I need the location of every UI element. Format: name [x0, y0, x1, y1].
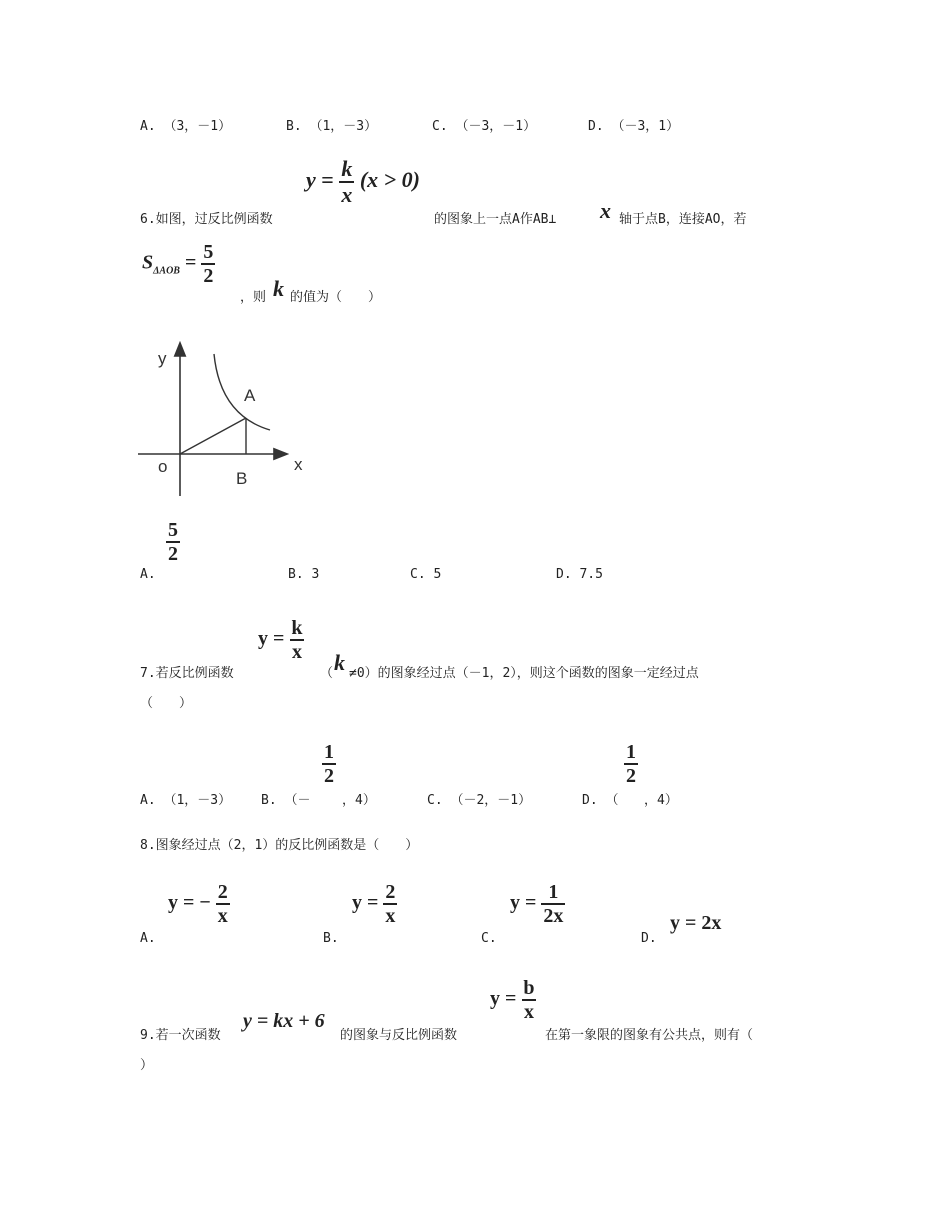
q6-line2-end: 的值为（ ） [290, 290, 382, 305]
q5-option-c: C. （－3，－1） [432, 119, 537, 134]
q6-figure-curve [214, 354, 270, 430]
q6-figure-b-label: B [236, 469, 248, 488]
q9-formula-denominator: x [523, 1001, 534, 1023]
q8-option-b-denominator: x [385, 905, 396, 927]
q5-option-a: A. （3，－1） [140, 119, 232, 134]
q6-formula-numerator: k [341, 156, 353, 181]
q6-formula-condition: (x > 0) [359, 167, 421, 193]
q8-option-d-label: D. [641, 931, 657, 946]
q9-formula-y: y [490, 987, 500, 1010]
q6-formula-denominator: x [341, 182, 353, 207]
q6-figure-o-label: o [158, 457, 168, 476]
q9-stem-line2: ） [140, 1058, 154, 1073]
q6-area-eq: = [184, 251, 197, 274]
q8-option-b-label: B. [323, 931, 339, 946]
q9-formula-numerator: b [523, 977, 535, 999]
q7-stem-line2: （ ） [140, 696, 193, 711]
q5-option-d: D. （－3，1） [588, 119, 680, 134]
q7-formula [258, 618, 305, 662]
q8-option-a-formula [168, 882, 230, 926]
q7-option-d-post: ，4） [644, 793, 678, 808]
q7-paren-open: （ [320, 666, 334, 681]
q6-option-a-fraction [166, 520, 180, 564]
q6-option-a-label: A. [140, 567, 156, 582]
q7-var-k: k [334, 650, 345, 675]
q6-formula-y: y [306, 167, 316, 193]
q8-option-c-denominator: 2x [543, 905, 564, 927]
q6-area-s: S [142, 251, 154, 274]
q8-option-b-numerator: 2 [385, 881, 396, 903]
q6-area-numerator: 5 [203, 241, 214, 263]
q6-area-fraction [201, 242, 215, 286]
q8-option-a-label: A. [140, 931, 156, 946]
q7-option-d-denominator: 2 [626, 765, 636, 787]
q8-option-c-formula [510, 882, 565, 926]
q8-option-b-lhs: y = [352, 891, 379, 914]
q6-option-c: C. 5 [410, 567, 442, 582]
q8-option-d-formula: y = 2x [670, 912, 722, 934]
q6-option-b: B. 3 [288, 567, 320, 582]
q6-option-a-numerator: 5 [168, 519, 178, 541]
q9-stem-middle: 的图象与反比例函数 [340, 1028, 458, 1043]
q7-option-c: C. （－2，－1） [427, 793, 532, 808]
q7-option-b-post: ，4） [342, 793, 376, 808]
q6-stem-prefix: 6.如图，过反比例函数 [140, 212, 273, 227]
q6-option-a-denominator: 2 [168, 543, 178, 565]
q8-option-a-denominator: x [217, 905, 228, 927]
q7-formula-numerator: k [291, 617, 303, 639]
q9-reciprocal-formula [490, 978, 537, 1022]
q9-stem-suffix: 在第一象限的图象有公共点，则有（ [545, 1028, 754, 1043]
q8-option-c-numerator: 1 [548, 881, 559, 903]
q7-option-b-numerator: 1 [324, 741, 334, 763]
q7-option-d-numerator: 1 [626, 741, 636, 763]
q6-stem-suffix: 轴于点B，连接AO，若 [619, 212, 747, 227]
q6-area-denominator: 2 [203, 265, 214, 287]
q6-option-d: D. 7.5 [556, 567, 603, 582]
q7-option-b-fraction [322, 742, 336, 786]
q7-option-b-denominator: 2 [324, 765, 334, 787]
q8-stem: 8.图象经过点（2，1）的反比例函数是（ ） [140, 838, 419, 853]
q8-option-a-numerator: 2 [217, 881, 228, 903]
q8-option-b-formula [352, 882, 397, 926]
q6-figure-x-label: x [294, 455, 303, 474]
q7-option-a: A. （1，－3） [140, 793, 232, 808]
q6-figure-segment-ao [180, 418, 246, 454]
q7-stem-prefix: 7.若反比例函数 [140, 666, 234, 681]
q6-figure [136, 336, 316, 502]
q7-stem-rest: ≠0）的图象经过点（－1，2），则这个函数的图象一定经过点 [349, 666, 699, 681]
q7-formula-eq: = [273, 627, 285, 650]
q7-formula-fraction [289, 618, 304, 662]
q9-linear-formula: y = kx + 6 [243, 1010, 325, 1032]
q6-formula [306, 158, 420, 206]
q7-formula-denominator: x [291, 641, 302, 663]
q6-var-x: x [600, 198, 611, 223]
q5-option-b: B. （1，－3） [286, 119, 378, 134]
q9-stem-prefix: 9.若一次函数 [140, 1028, 221, 1043]
q7-formula-y: y [258, 627, 268, 650]
q8-option-c-lhs: y = [510, 891, 537, 914]
q6-figure-a-label: A [244, 386, 256, 405]
q6-area-formula [142, 242, 215, 286]
q6-stem-middle: 的图象上一点A作AB⊥ [434, 212, 557, 227]
q6-figure-y-label: y [158, 349, 167, 368]
q7-option-d-pre: D. （ [582, 793, 619, 808]
q7-option-b-pre: B. （－ [261, 793, 311, 808]
q6-line2-suffix: ，则 [240, 290, 267, 305]
q6-formula-fraction [339, 158, 354, 206]
q9-formula-eq: = [505, 987, 517, 1010]
q6-formula-eq: = [321, 167, 334, 193]
q7-option-d-fraction [624, 742, 638, 786]
q6-var-k: k [273, 276, 284, 301]
q6-area-subscript: ΔAOB [153, 265, 180, 277]
q8-option-c-label: C. [481, 931, 497, 946]
q8-option-a-lhs: y = − [168, 891, 211, 914]
